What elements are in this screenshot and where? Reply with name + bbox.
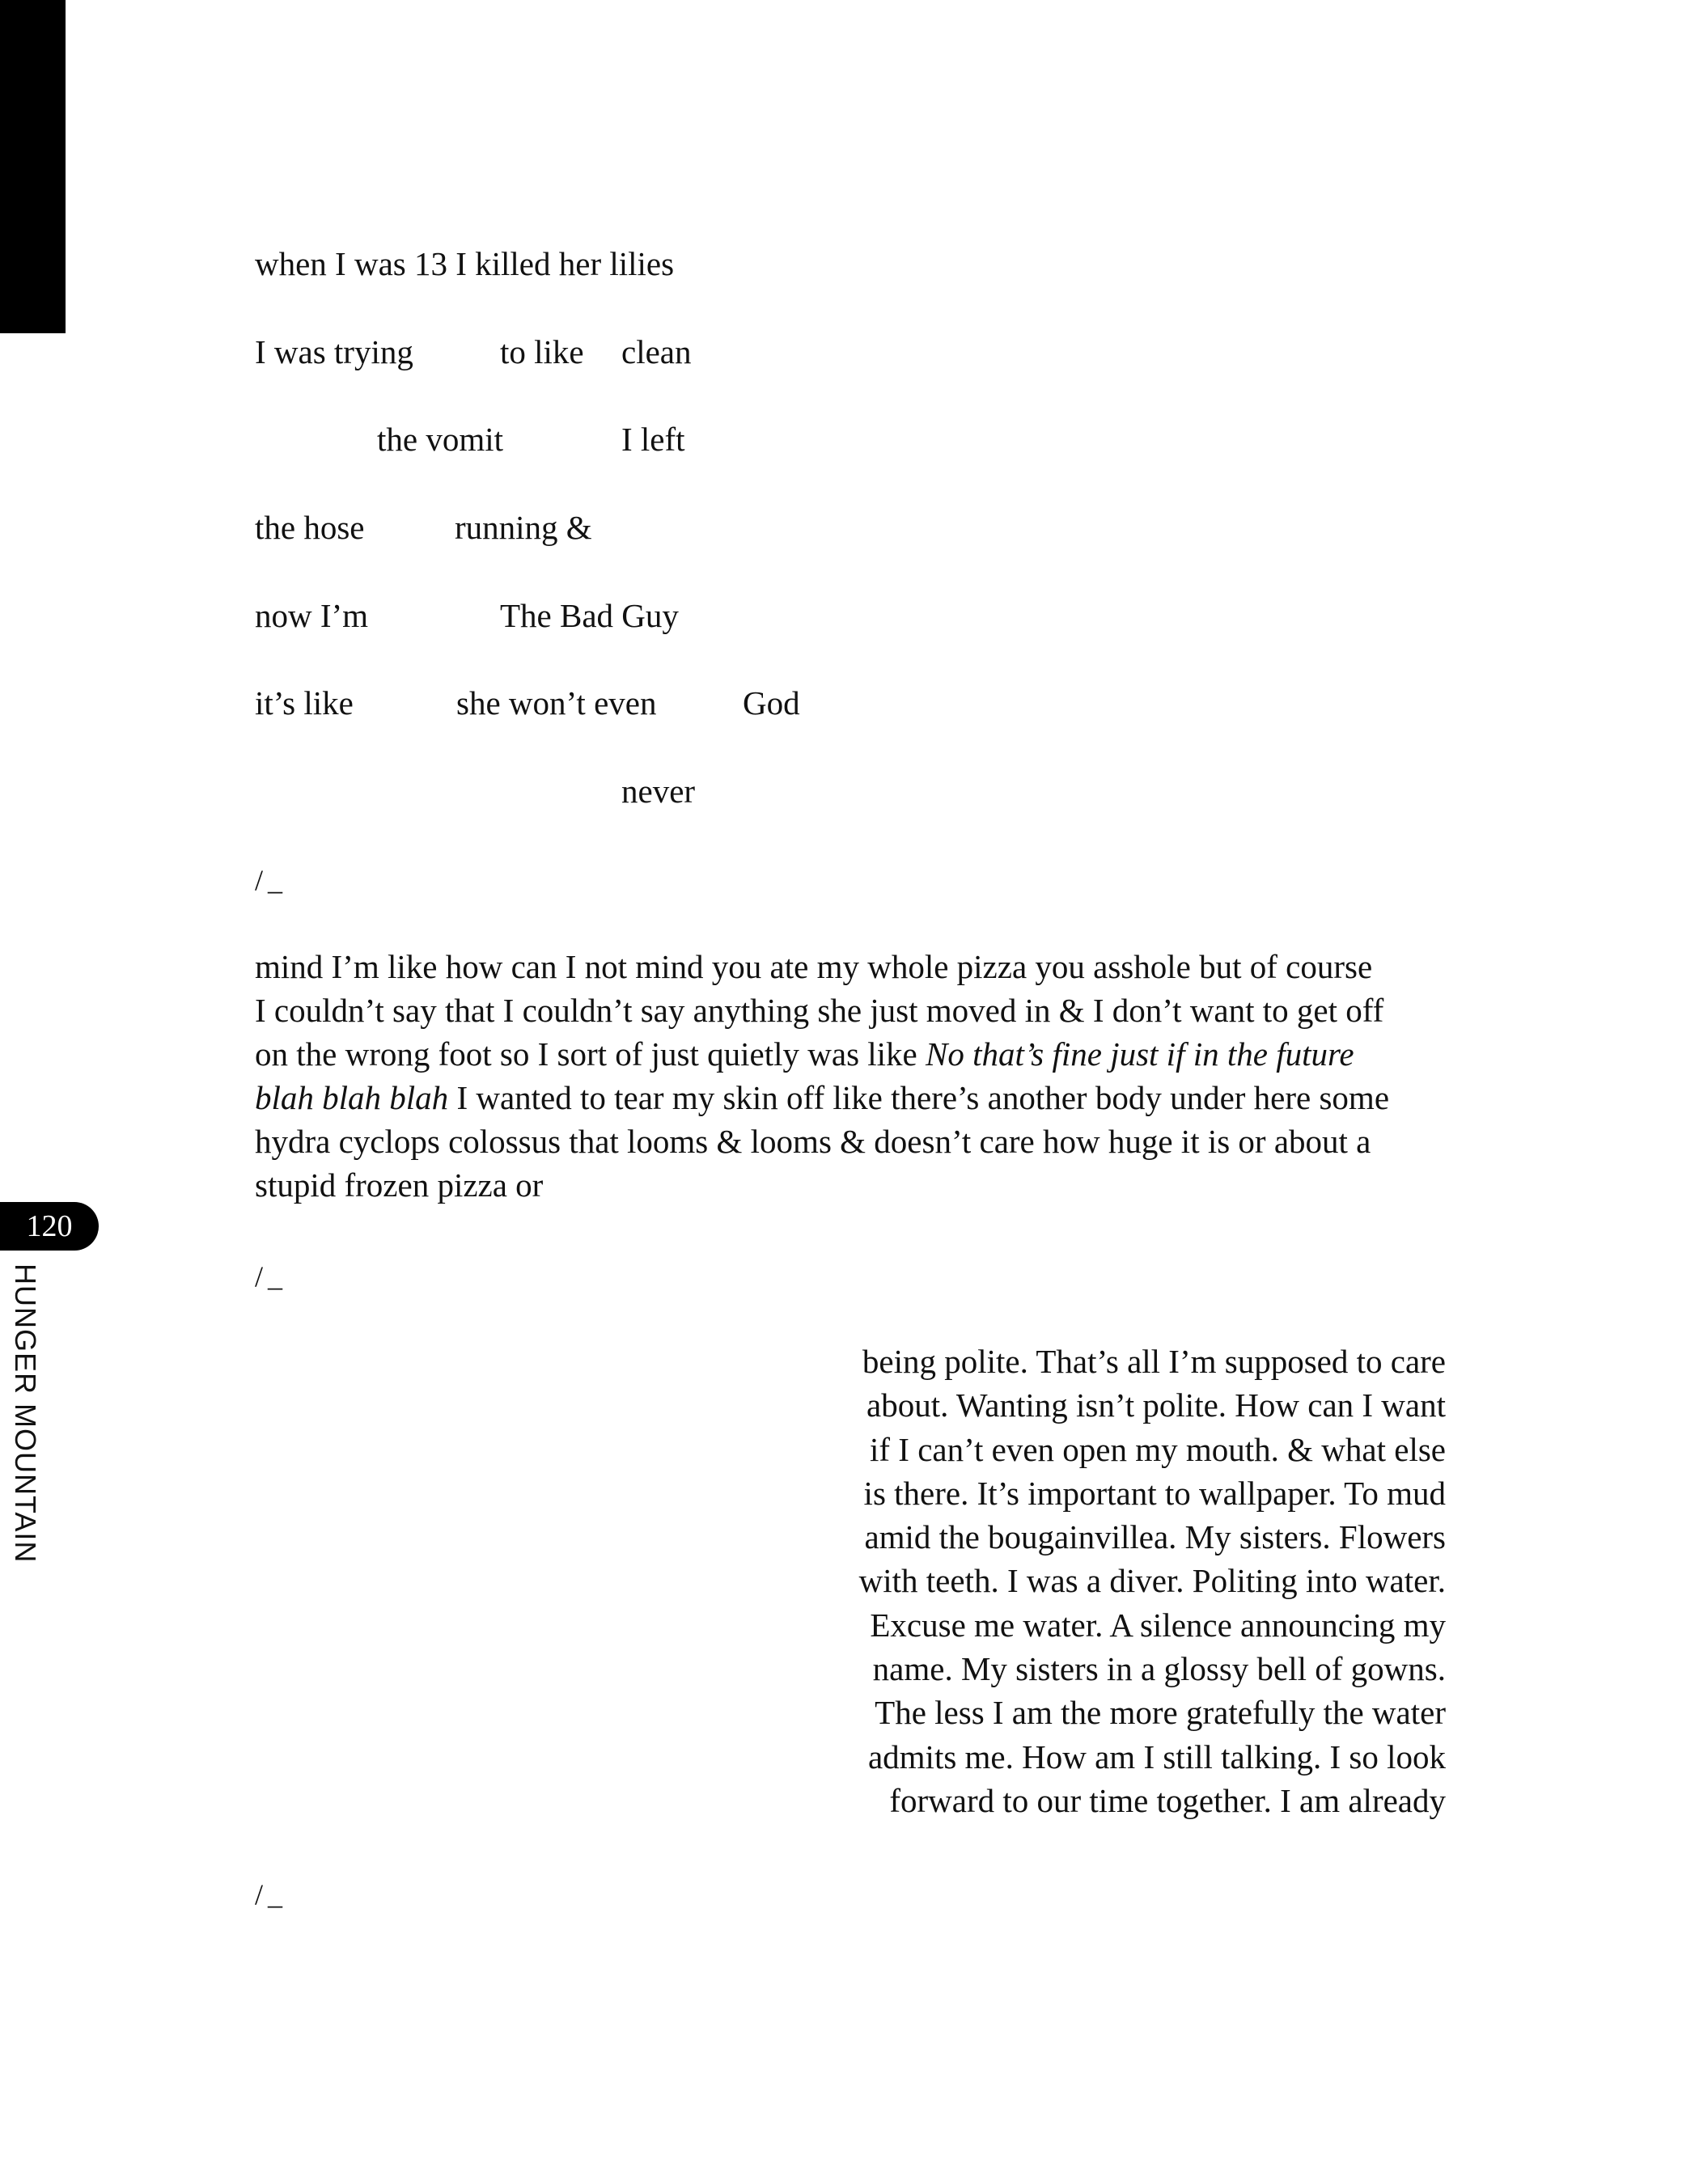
- poem-line-4a: the hose: [255, 509, 365, 546]
- poem-line-6b: she won’t even: [456, 684, 657, 722]
- poem-line-6c: God: [743, 684, 800, 722]
- prose-line: [255, 1076, 1533, 1120]
- poem-line-2b: to like: [500, 333, 584, 370]
- poem-line-4b: running &: [455, 509, 592, 546]
- poem-line-1: when I was 13 I killed her lilies: [255, 245, 675, 282]
- right-block-line: about. Wanting isn’t polite. How can I want: [866, 1386, 1446, 1424]
- prose-line: I couldn’t say that I couldn’t say anything she just moved in & I don’t want to get off: [255, 992, 1384, 1029]
- prose-paragraph: [255, 945, 1533, 1207]
- poem-line-2a: I was trying: [255, 333, 413, 370]
- right-block-line: if I can’t even open my mouth. & what else: [870, 1430, 1446, 1468]
- right-block-line: The less I am the more gratefully the water: [875, 1694, 1446, 1732]
- poem-line-2c: clean: [621, 333, 692, 370]
- poem-line-3a: the vomit: [377, 421, 504, 458]
- section-separator-2: /_: [255, 1260, 288, 1293]
- poem-line-7: never: [621, 772, 696, 810]
- prose-italic-phrase: No that’s fine just if in the future: [926, 1035, 1354, 1073]
- right-block-line: forward to our time together. I am already: [889, 1781, 1446, 1819]
- prose-line: [255, 1032, 1533, 1076]
- page-number-badge: 120: [0, 1202, 99, 1251]
- right-block-line: with teeth. I was a diver. Politing into water.: [858, 1562, 1446, 1600]
- right-block-line: being polite. That’s all I’m supposed to care: [862, 1343, 1446, 1380]
- right-block-line: name. My sisters in a glossy bell of gowns.: [872, 1650, 1446, 1688]
- section-separator-1: /_: [255, 864, 288, 896]
- running-title: HUNGER MOUNTAIN: [9, 1263, 42, 1564]
- prose-line: hydra cyclops colossus that looms & looms & doesn’t care how huge it is or about a: [255, 1123, 1371, 1160]
- right-block-line: amid the bougainvillea. My sisters. Flowers: [864, 1518, 1446, 1556]
- prose-line: mind I’m like how can I not mind you ate my whole pizza you asshole but of course: [255, 948, 1373, 985]
- section-separator-3: /_: [255, 1878, 288, 1911]
- prose-line-text: I wanted to tear my skin off like there’s another body under here some: [448, 1079, 1390, 1116]
- right-block-line: Excuse me water. A silence announcing my: [870, 1606, 1446, 1644]
- prose-italic-phrase: blah blah blah: [255, 1079, 449, 1116]
- poem-line-5a: now I’m: [255, 597, 369, 634]
- right-aligned-block: [728, 1340, 1446, 1822]
- right-block-line: admits me. How am I still talking. I so look: [867, 1737, 1446, 1776]
- black-tab-marker: [0, 0, 66, 333]
- poem-line-5b: The Bad Guy: [500, 597, 679, 634]
- poem-line-3b: I left: [621, 421, 685, 458]
- prose-line: stupid frozen pizza or: [255, 1166, 544, 1204]
- prose-line-text: on the wrong foot so I sort of just quietly was like: [255, 1035, 926, 1073]
- right-block-line: is there. It’s important to wallpaper. To mud: [863, 1474, 1446, 1512]
- poem-line-6a: it’s like: [255, 684, 354, 722]
